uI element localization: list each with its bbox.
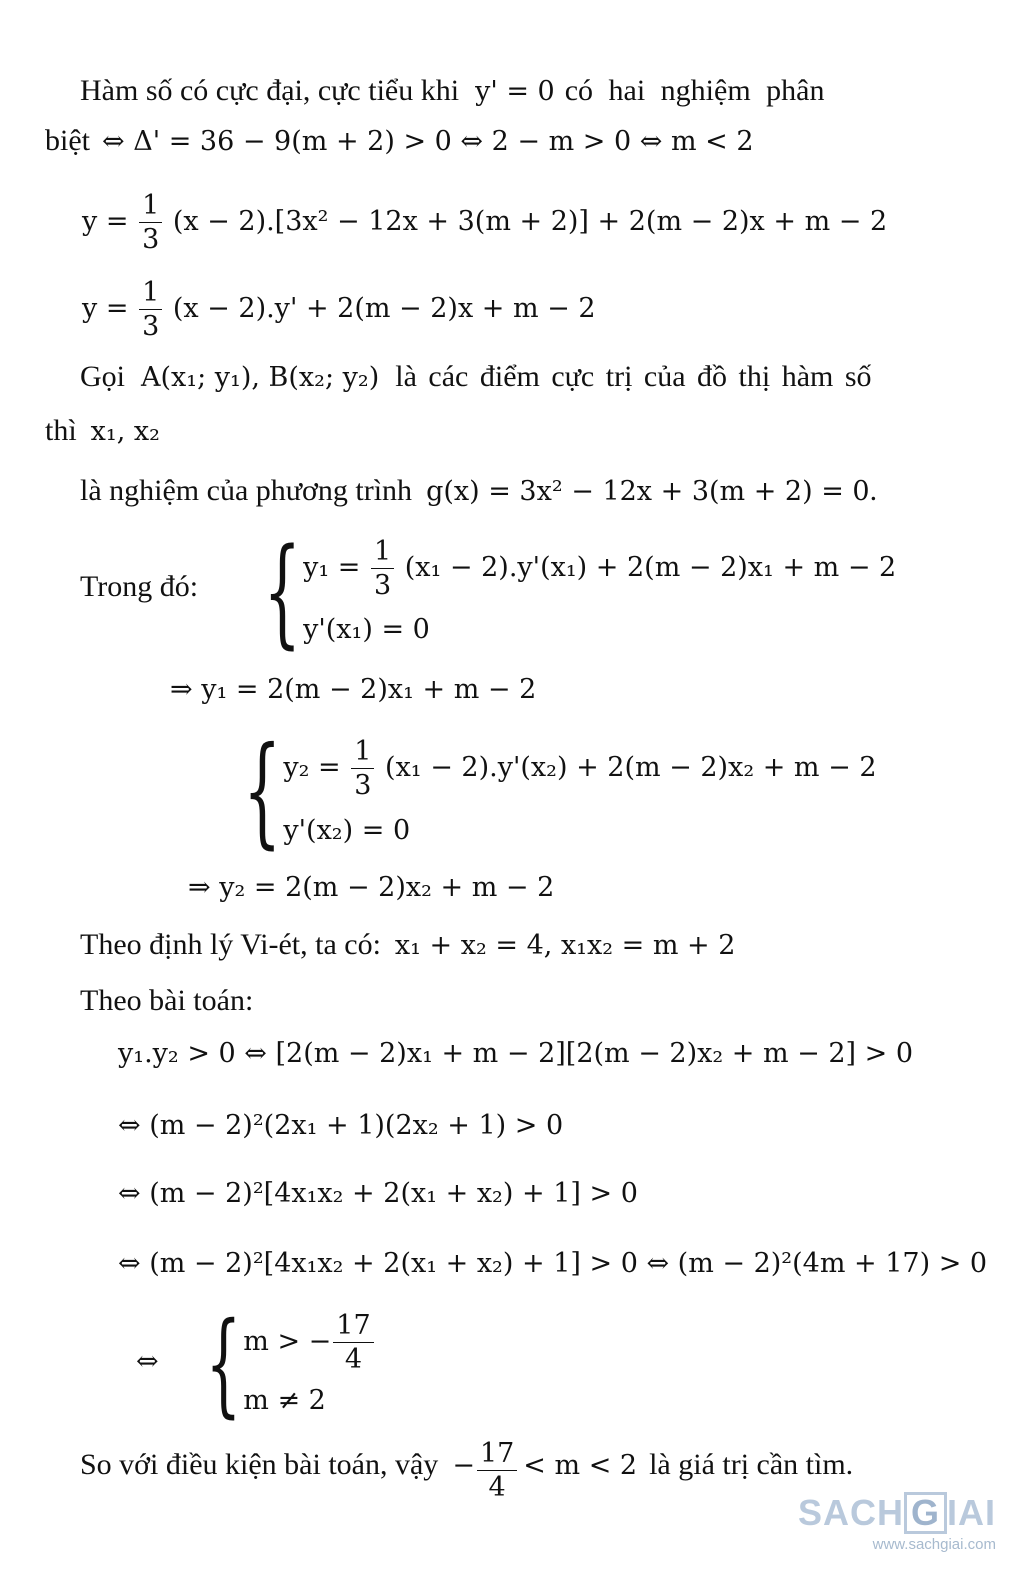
vieta-line	[80, 928, 735, 962]
fraction-denominator: 4	[488, 1472, 506, 1503]
system-3-rows	[243, 1306, 375, 1422]
fraction-one-third	[139, 279, 162, 340]
watermark-url: www.sachgiai.com	[872, 1536, 996, 1553]
fraction-numerator: 1	[371, 538, 394, 569]
paragraph-2-text-b: là các điểm cực trị của đồ thị hàm số	[395, 360, 872, 393]
final-interval: < m < 2	[523, 1450, 638, 1482]
equation-1-lhs: y =	[82, 206, 129, 237]
system-3-arrow: ⇔	[136, 1346, 159, 1377]
vieta-text: Theo định lý Vi-ét, ta có:	[80, 928, 381, 961]
final-minus: −	[452, 1450, 475, 1482]
paragraph-1-text-b: có hai nghiệm phân	[564, 74, 825, 107]
watermark-logo	[798, 1492, 996, 1553]
system-2-row-1	[283, 738, 876, 799]
system-1-rows	[303, 530, 896, 652]
equation-g: g(x) = 3x² − 12x + 3(m + 2) = 0	[426, 476, 870, 507]
system-1-row-1	[303, 535, 897, 601]
extremum-points: A(x₁; y₁), B(x₂; y₂)	[141, 362, 380, 393]
condition-line-4: ⇔ (m − 2)²[4x₁x₂ + 2(x₁ + x₂) + 1] > 0 ⇔ (m − 2)²(4m + 17) > 0	[118, 1248, 988, 1279]
fraction-seventeen-fourths	[333, 1312, 373, 1373]
paragraph-2-line-2	[45, 414, 160, 448]
system-2-row-1-rhs: (x₁ − 2).y'(x₂) + 2(m − 2)x₂ + m − 2	[385, 752, 877, 783]
roots-x1-x2: x₁, x₂	[90, 416, 160, 447]
fraction-denominator: 3	[142, 311, 160, 342]
system-3	[170, 1299, 376, 1429]
fraction-numerator: 17	[333, 1312, 373, 1343]
paragraph-3-period: .	[869, 474, 878, 507]
watermark-brand-part-b: IAI	[946, 1492, 996, 1533]
fraction-one-third	[371, 535, 394, 601]
watermark-brand	[798, 1492, 996, 1534]
equation-y-expanded	[82, 192, 887, 253]
theo-bai-toan: Theo bài toán:	[80, 984, 254, 1017]
final-text-a: So với điều kiện bài toán, vậy	[80, 1448, 439, 1482]
equation-y-derivative-form	[82, 279, 596, 340]
condition-line-2: ⇔ (m − 2)²(2x₁ + 1)(2x₂ + 1) > 0	[118, 1110, 564, 1141]
watermark-brand-part-a: SACH	[797, 1492, 904, 1533]
paragraph-1-math-a: y' = 0	[475, 76, 555, 107]
fraction-numerator: 1	[139, 192, 162, 223]
paragraph-3	[80, 474, 877, 508]
system-3-row-1	[243, 1312, 375, 1373]
fraction-denominator: 3	[142, 224, 160, 255]
paragraph-3-text: là nghiệm của phương trình	[80, 474, 413, 507]
equation-2-lhs: y =	[82, 293, 129, 324]
paragraph-2-text-c: thì	[45, 414, 77, 447]
fraction-seventeen-fourths	[477, 1440, 517, 1501]
paragraph-1-line-2	[45, 124, 754, 158]
system-3-row-2: m ≠ 2	[243, 1385, 326, 1416]
fraction-denominator: 3	[354, 770, 372, 801]
equation-1-rhs: (x − 2).[3x² − 12x + 3(m + 2)] + 2(m − 2)x + m − 2	[172, 206, 888, 237]
equation-2-rhs: (x − 2).y' + 2(m − 2)x + m − 2	[172, 293, 596, 324]
paragraph-1-line-1	[80, 74, 825, 108]
left-brace-icon: {	[263, 522, 302, 660]
result-y2: ⇒ y₂ = 2(m − 2)x₂ + m − 2	[188, 872, 555, 903]
paragraph-1-text-c: biệt	[45, 124, 90, 157]
system-3-row-1-lhs: m > −	[243, 1326, 332, 1357]
system-2	[205, 722, 877, 861]
final-text-b: là giá trị cần tìm.	[649, 1448, 854, 1482]
final-conclusion	[80, 1440, 853, 1501]
system-2-rows	[283, 730, 876, 854]
system-1-label: Trong đó:	[80, 570, 199, 603]
system-1-row-1-rhs: (x₁ − 2).y'(x₁) + 2(m − 2)x₁ + m − 2	[404, 551, 897, 583]
paragraph-1-text-a: Hàm số có cực đại, cực tiểu khi	[80, 74, 460, 107]
fraction-denominator: 3	[373, 569, 392, 601]
fraction-numerator: 1	[139, 279, 162, 310]
vieta-formulas: x₁ + x₂ = 4, x₁x₂ = m + 2	[394, 930, 736, 961]
fraction-one-third	[351, 738, 374, 799]
system-1-row-1-lhs: y₁ =	[303, 551, 361, 583]
discriminant-condition: ⇔ Δ' = 36 − 9(m + 2) > 0 ⇔ 2 − m > 0 ⇔ m < 2	[102, 126, 754, 157]
result-y1: ⇒ y₁ = 2(m − 2)x₁ + m − 2	[170, 674, 537, 705]
fraction-numerator: 1	[351, 738, 374, 769]
system-1-row-2: y'(x₁) = 0	[303, 613, 430, 645]
watermark-brand-g: G	[904, 1492, 947, 1534]
system-2-row-2: y'(x₂) = 0	[283, 815, 411, 846]
condition-line-1: y₁.y₂ > 0 ⇔ [2(m − 2)x₁ + m − 2][2(m − 2)x₂ + m − 2] > 0	[118, 1038, 914, 1069]
left-brace-icon: {	[243, 722, 282, 861]
fraction-numerator: 17	[477, 1440, 517, 1471]
fraction-one-third	[139, 192, 162, 253]
condition-line-3: ⇔ (m − 2)²[4x₁x₂ + 2(x₁ + x₂) + 1] > 0	[118, 1178, 638, 1209]
system-2-row-1-lhs: y₂ =	[283, 752, 341, 783]
left-brace-icon: {	[205, 1299, 242, 1429]
paragraph-2-text-a: Gọi	[80, 360, 125, 393]
paragraph-2-line-1	[80, 360, 872, 394]
fraction-denominator: 4	[344, 1344, 363, 1375]
system-1	[226, 522, 897, 660]
